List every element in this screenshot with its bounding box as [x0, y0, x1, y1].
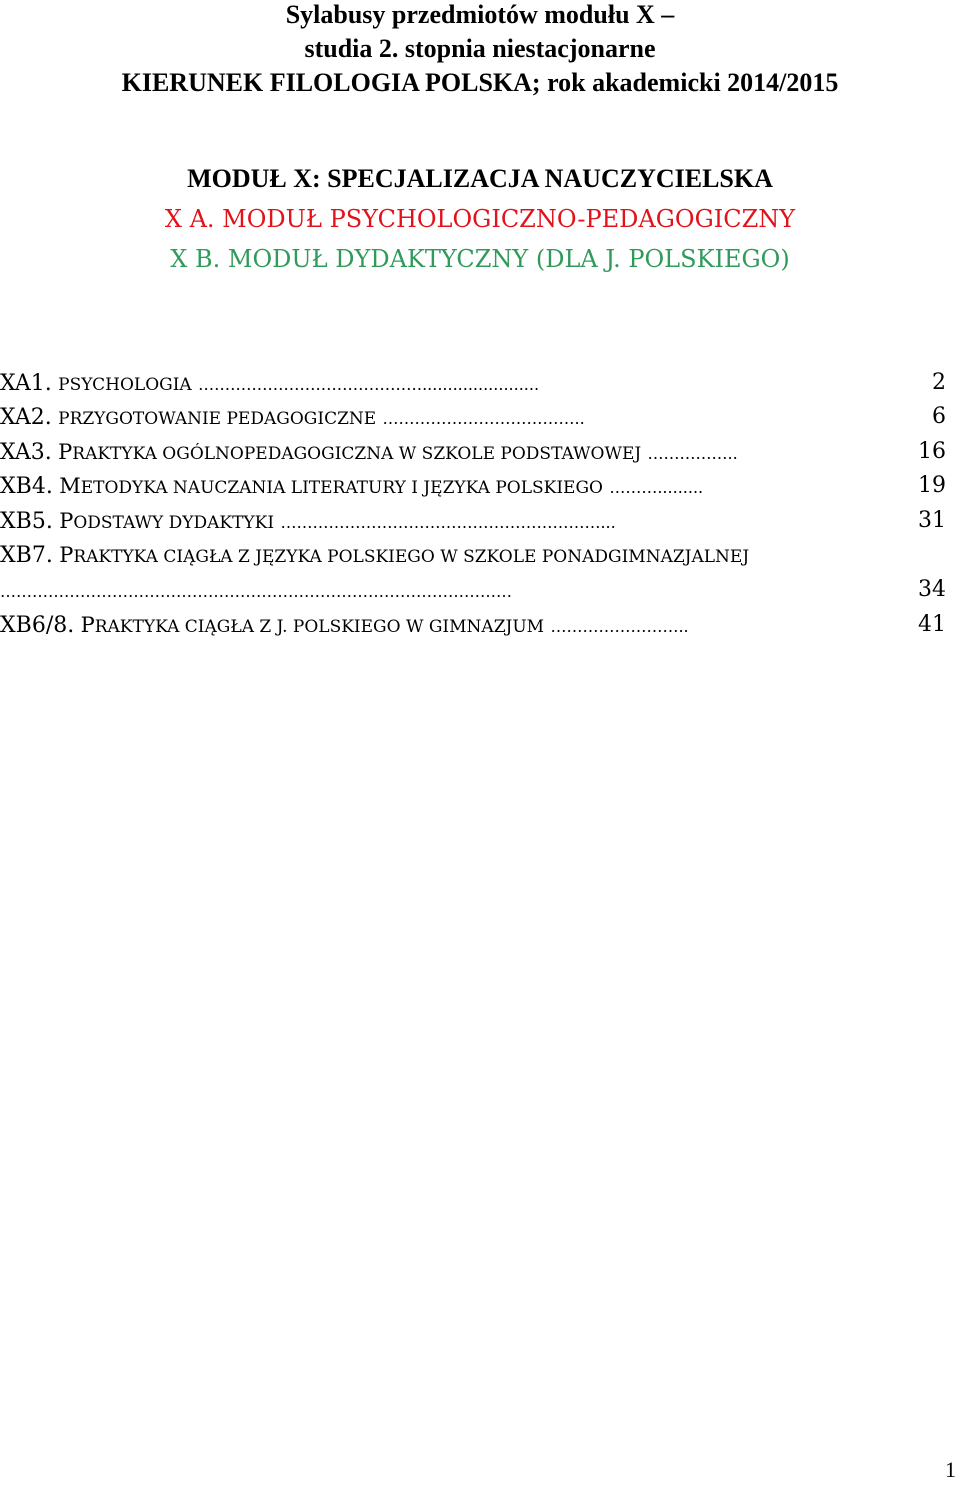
toc-title: [59, 543, 750, 567]
toc-title-rest: RAKTYKA CIĄGŁA Z JĘZYKA POLSKIEGO W SZKOLE PONADGIMNAZJALNEJ: [73, 547, 750, 567]
toc-title: [80, 613, 545, 637]
toc-entry-xb7[interactable]: [0, 538, 946, 572]
toc-title: [58, 440, 642, 464]
toc-code: XA2.: [0, 405, 52, 430]
module-xb-heading: X B. MODUŁ DYDAKTYCZNY (DLA J. POLSKIEGO): [170, 245, 790, 273]
toc-title-rest: RAKTYKA OGÓLNOPEDAGOGICZNA W SZKOLE PODSTAWOWEJ: [72, 444, 642, 464]
toc-leader: ……………………..: [550, 617, 689, 636]
toc-entry-xa2[interactable]: [0, 400, 946, 434]
toc-entry-xa1[interactable]: [0, 366, 946, 400]
document-title-line-2: studia 2. stopnia niestacjonarne: [304, 34, 656, 63]
toc-title: [59, 474, 603, 498]
module-xa-heading: X A. MODUŁ PSYCHOLOGICZNO-PEDAGOGICZNY: [164, 205, 796, 233]
toc-title: [58, 409, 376, 429]
toc-entry-xb6-8[interactable]: [0, 608, 946, 642]
toc-title-rest: ODSTAWY DYDAKTYKI: [73, 513, 275, 533]
toc-title-cap: P: [58, 440, 73, 464]
toc-code: XB4.: [0, 474, 53, 499]
toc-title: [58, 375, 192, 395]
toc-code: XA3.: [0, 440, 52, 465]
toc-title: [59, 509, 275, 533]
toc-title-rest: RAKTYKA CIĄGŁA Z J. POLSKIEGO W GIMNAZJUM: [94, 617, 545, 637]
toc-leader: ……………..: [647, 444, 738, 463]
toc-leader: ………………………………..: [382, 409, 585, 428]
document-title-line-1: Sylabusy przedmiotów modułu X –: [285, 0, 675, 29]
toc-title-cap: P: [59, 509, 74, 533]
toc-page-number: 19: [918, 473, 946, 498]
toc-code: XB7.: [0, 543, 53, 568]
toc-title-rest: PSYCHOLOGIA: [58, 375, 192, 395]
toc-leader: ……………………………………………………...: [280, 513, 616, 532]
toc-code: XB5.: [0, 509, 53, 534]
toc-page-number: 41: [918, 612, 946, 637]
toc-page-number: 34: [918, 577, 946, 602]
toc-page-number: 31: [918, 508, 946, 533]
toc-page-number: 2: [932, 370, 946, 395]
toc-entry-xb7-leader[interactable]: [0, 573, 946, 607]
toc-entry-xb5[interactable]: [0, 504, 946, 538]
toc-leader: ……………………………………………………………………………………: [0, 582, 512, 601]
toc-title-cap: M: [59, 474, 81, 498]
toc-title-cap: P: [59, 543, 74, 567]
toc-title-cap: P: [80, 613, 95, 637]
toc-entry-xa3[interactable]: [0, 435, 946, 469]
toc-code: XB6/8.: [0, 613, 75, 638]
document-title-line-3: KIERUNEK FILOLOGIA POLSKA; rok akademicki 2014/2015: [121, 68, 839, 97]
toc-title-rest: ETODYKA NAUCZANIA LITERATURY I JĘZYKA POLSKIEGO: [80, 478, 603, 498]
toc-entry-xb4[interactable]: [0, 469, 946, 503]
toc-leader: ……….........: [609, 478, 704, 497]
toc-page-number: 16: [918, 439, 946, 464]
toc-leader: …………………………………….......................: [198, 375, 540, 394]
toc-title-rest: PRZYGOTOWANIE PEDAGOGICZNE: [58, 409, 377, 429]
module-heading: MODUŁ X: SPECJALIZACJA NAUCZYCIELSKA: [187, 164, 773, 193]
toc-code: XA1.: [0, 371, 52, 396]
toc-page-number: 6: [932, 404, 946, 429]
page-number: 1: [945, 1457, 956, 1482]
